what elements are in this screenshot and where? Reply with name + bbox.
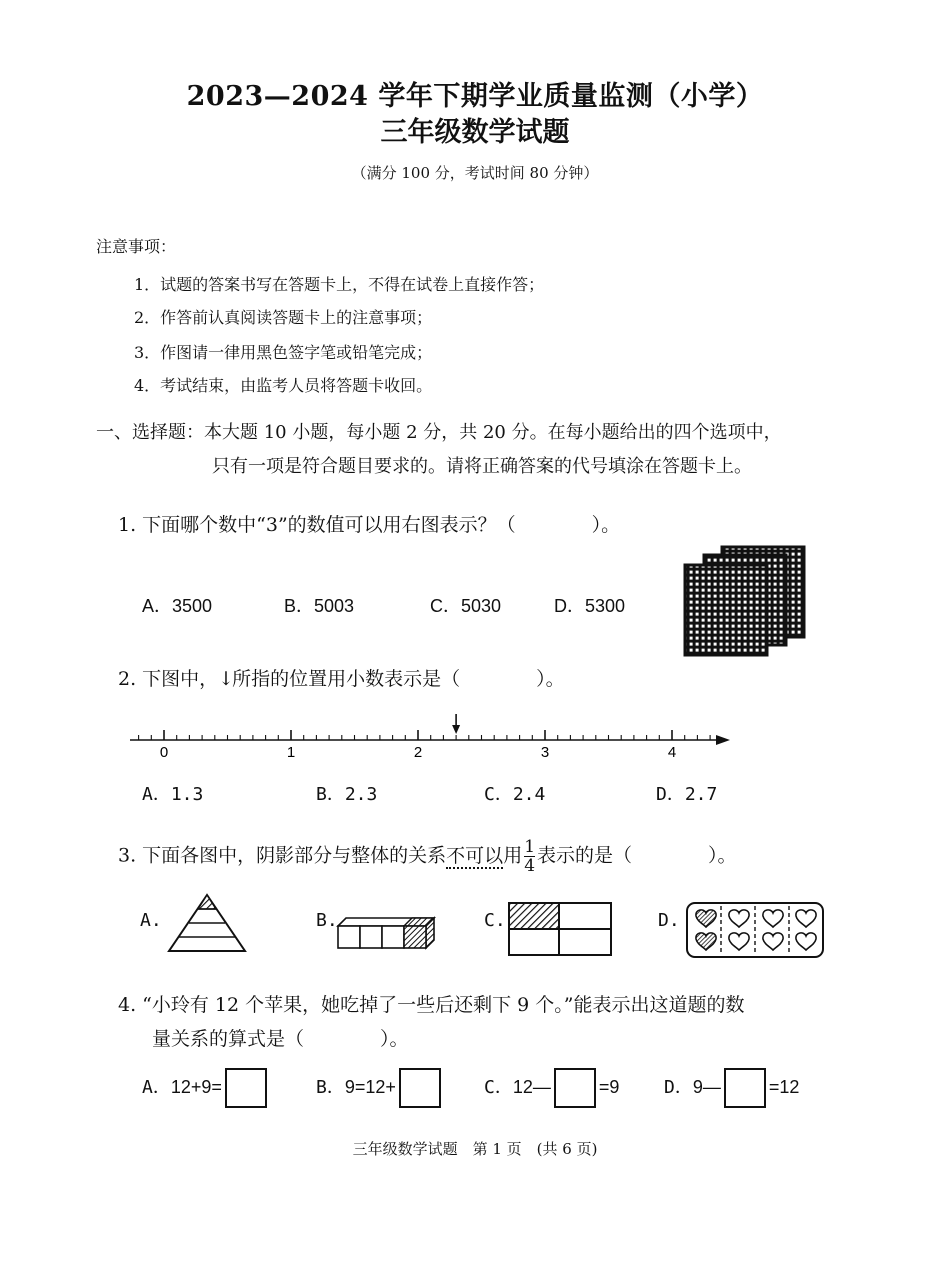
- q4-stem-line2: 量关系的算式是（ ）。: [152, 1028, 409, 1050]
- rectangle-grid-figure: [506, 900, 614, 958]
- hearts-figure: [684, 900, 826, 960]
- q4-option-d-expr: 9—: [692, 1077, 721, 1097]
- q3-option-c: C.: [484, 910, 506, 931]
- hundred-grids-figure: [682, 545, 812, 660]
- number-line-pointer-icon: [452, 714, 460, 734]
- q1-option-a: A．3500: [142, 596, 213, 616]
- page-footer: 三年级数学试题 第 1 页 (共 6 页): [352, 1140, 598, 1158]
- q3-option-d: D.: [658, 910, 680, 931]
- section-heading-cont: 只有一项是符合题目要求的。请将正确答案的代号填涂在答题卡上。: [212, 456, 752, 477]
- triangle-figure: [166, 892, 248, 954]
- number-line-label: 0: [159, 744, 169, 761]
- note-item: 4．考试结束，由监考人员将答题卡收回。: [134, 376, 433, 395]
- q2-stem-after: 所指的位置用小数表示是（ ）。: [232, 668, 565, 690]
- fraction-one-quarter: [524, 838, 535, 875]
- number-line-label: 2: [413, 744, 423, 761]
- q3-stem-before: 3. 下面各图中，阴影部分与整体的关系: [118, 844, 447, 867]
- q4-option-c-expr: 12—: [512, 1077, 551, 1097]
- q1-option-d: D．5300: [554, 596, 626, 616]
- q4-option-d-label: D．: [664, 1077, 693, 1098]
- q2-stem: [118, 664, 565, 691]
- notes-label: 注意事项：: [96, 237, 177, 256]
- q3-stem-emphasis: 不可以: [446, 844, 504, 867]
- answer-box: [724, 1068, 766, 1108]
- down-arrow-icon: ↓: [218, 668, 235, 690]
- q4-option-c-result: =9: [598, 1077, 620, 1097]
- q2-option-a: A．1.3: [142, 784, 204, 805]
- q4-option-c-label: C．: [484, 1077, 513, 1098]
- q2-stem-before: 2. 下图中，: [118, 668, 219, 690]
- q4-option-d: [664, 1068, 799, 1108]
- q2-option-b: B．2.3: [316, 784, 378, 805]
- q4-option-a-label: A．: [142, 1077, 171, 1098]
- q1-option-b: B．5003: [284, 596, 355, 616]
- cube-row-figure: [336, 912, 436, 952]
- exam-title-line2: 三年级数学试题: [380, 117, 570, 148]
- q1-option-c: C．5030: [430, 596, 502, 616]
- fraction-denominator: 4: [524, 856, 536, 876]
- number-line-label: 4: [667, 744, 677, 761]
- q3-stem-mid: 用: [503, 844, 523, 867]
- note-item: 2．作答前认真阅读答题卡上的注意事项；: [134, 308, 433, 327]
- number-line-label: 3: [540, 744, 550, 761]
- note-item: 3．作图请一律用黑色签字笔或铅笔完成；: [134, 343, 433, 362]
- answer-box: [554, 1068, 596, 1108]
- q2-option-d: D．2.7: [656, 784, 718, 805]
- q4-option-d-result: =12: [768, 1077, 800, 1097]
- answer-box: [399, 1068, 441, 1108]
- q2-option-c: C．2.4: [484, 784, 546, 805]
- q1-stem: 1. 下面哪个数中“3”的数值可以用右图表示？（ ）。: [118, 514, 621, 536]
- q3-stem-after: 表示的是（ ）。: [537, 844, 737, 867]
- q4-option-a: [142, 1068, 270, 1108]
- number-line-label: 1: [286, 744, 296, 761]
- q4-option-c: [484, 1068, 619, 1108]
- q4-stem-line1: 4. “小玲有 12 个苹果，她吃掉了一些后还剩下 9 个。”能表示出这道题的数: [118, 994, 745, 1016]
- q3-option-b: B.: [316, 910, 338, 931]
- q4-option-b: [316, 1068, 444, 1108]
- exam-title-line1: 2023—2024 学年下期学业质量监测（小学）: [186, 81, 764, 112]
- fraction-numerator: 1: [524, 837, 536, 857]
- section-heading: 一、选择题：本大题 10 小题，每小题 2 分，共 20 分。在每小题给出的四个选项中，: [96, 422, 782, 443]
- q4-option-b-expr: 9=12+: [344, 1077, 396, 1097]
- answer-box: [225, 1068, 267, 1108]
- q4-option-a-expr: 12+9=: [170, 1077, 222, 1097]
- pointer-head: [452, 725, 460, 734]
- q3-stem: [118, 838, 737, 875]
- number-line: [126, 712, 746, 762]
- exam-subtitle: （满分 100 分，考试时间 80 分钟）: [351, 164, 599, 182]
- q3-option-a: A.: [140, 910, 162, 931]
- note-item: 1．试题的答案书写在答题卡上，不得在试卷上直接作答；: [134, 275, 545, 294]
- q4-option-b-label: B．: [316, 1077, 345, 1098]
